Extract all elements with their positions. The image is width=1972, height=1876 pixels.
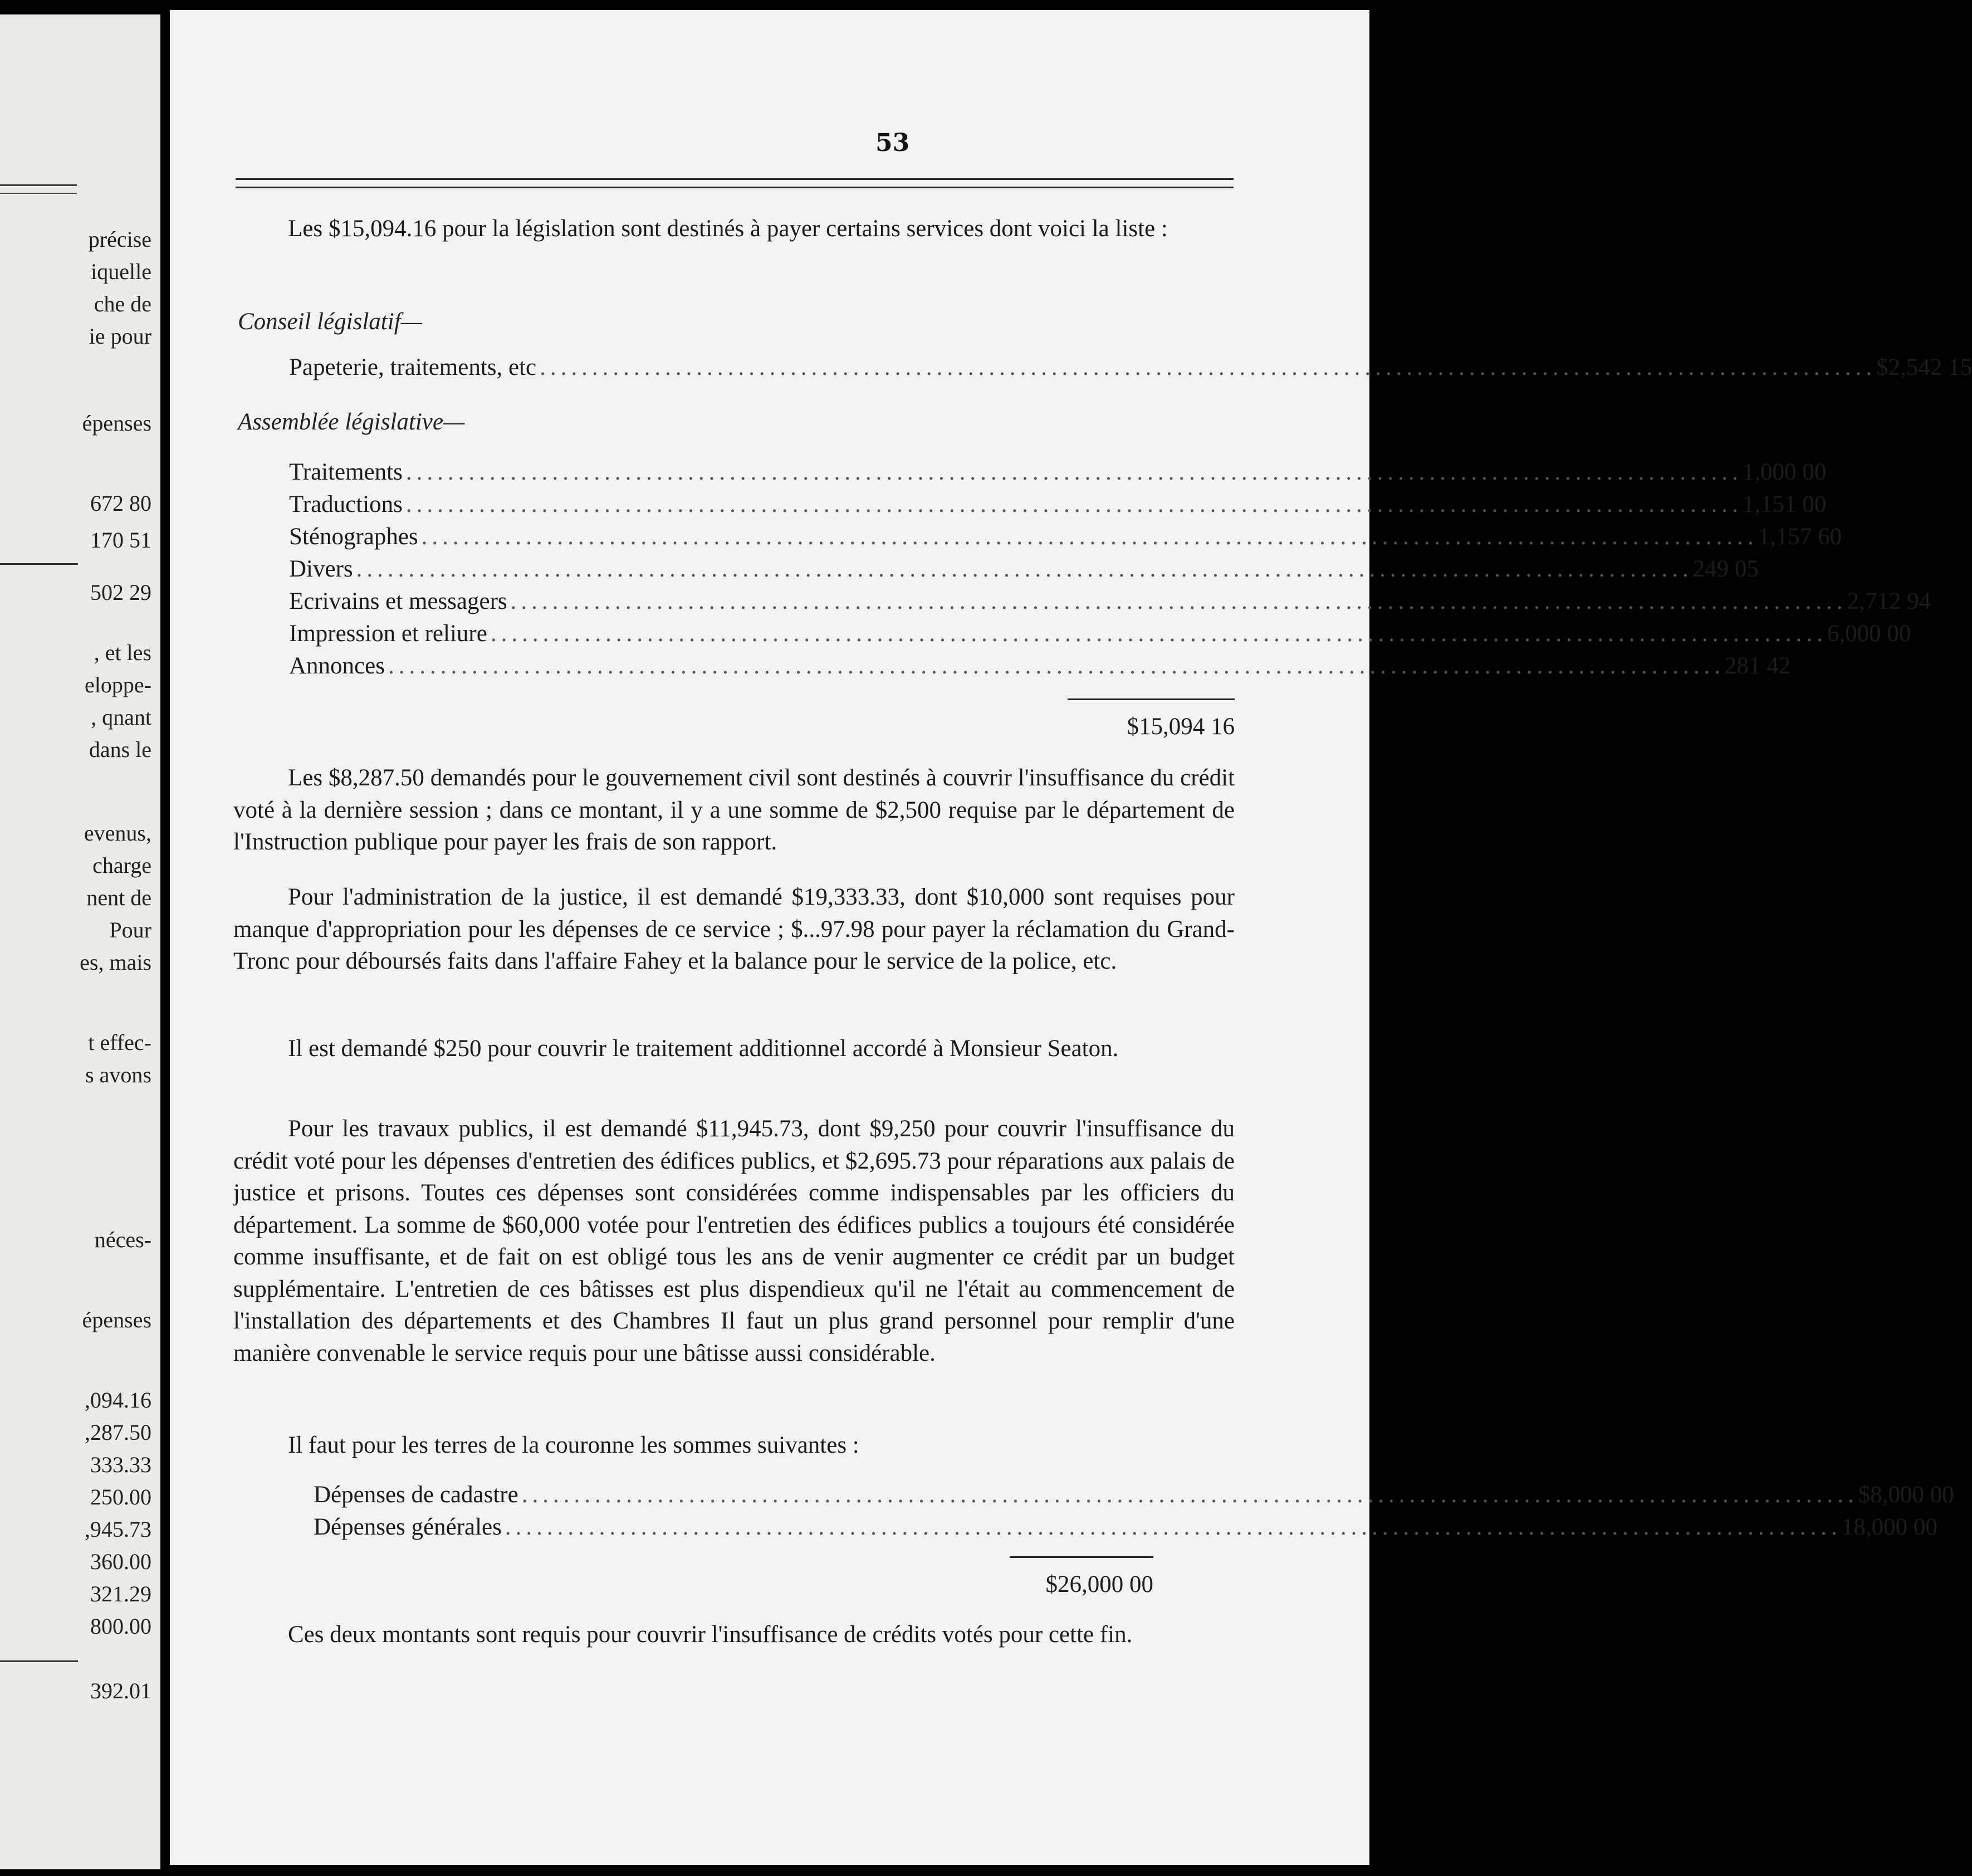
line-item — [289, 621, 1911, 647]
line-item — [289, 354, 1972, 380]
left-text-line: ,945.73 — [85, 1517, 151, 1542]
line-item-label: Annonces — [289, 653, 385, 679]
leader-dots: ................................................................................................................................ — [521, 1482, 1858, 1508]
left-text-line: 250.00 — [90, 1484, 151, 1509]
left-text-line: 170 51 — [90, 527, 151, 553]
line-item-amount: 8,000 00 — [1870, 1482, 1954, 1508]
left-text-line: s avons — [85, 1062, 151, 1087]
intro-text: Les $15,094.16 pour la législation sont destinés à payer certains services dont voici la liste : — [288, 216, 1168, 242]
paragraph-text: Il faut pour les terres de la couronne les sommes suivantes : — [288, 1432, 859, 1458]
left-text-line: dans le — [89, 737, 151, 762]
line-item-amount: 6,000 00 — [1827, 621, 1911, 647]
line-item-label: Divers — [289, 556, 353, 582]
left-text-line: ie pour — [89, 324, 151, 349]
left-sum-rule — [0, 1660, 78, 1662]
leader-dots: ................................................................................................................................ — [388, 653, 1725, 679]
paragraph-seaton — [233, 1033, 1235, 1065]
left-text-line: che de — [94, 291, 151, 316]
paragraph-final — [233, 1619, 1235, 1651]
intro-paragraph — [233, 213, 1235, 245]
left-text-line: iquelle — [91, 259, 151, 284]
line-item-label: Papeterie, traitements, etc — [289, 354, 537, 380]
paragraph-text: Les $8,287.50 demandés pour le gouvernement civil sont destinés à couvrir l'insuffisance du crédit voté à la dernière session ; dans ce montant, il y a une somme de $2,500 requise par le département de l'Instruction publique pour payer les frais de son rapport. — [233, 765, 1235, 855]
left-text-line: 333.33 — [90, 1452, 151, 1477]
left-text-line: nent de — [86, 885, 151, 910]
section-heading-conseil: Conseil législatif— — [238, 309, 422, 335]
line-item-label: Dépenses de cadastre — [314, 1482, 518, 1508]
line-item-label: Dépenses générales — [314, 1514, 502, 1540]
line-item — [314, 1514, 1937, 1540]
left-text-line: charge — [92, 853, 151, 878]
left-text-line: 672 80 — [90, 491, 151, 516]
left-text-line: épenses — [82, 1307, 151, 1332]
line-item — [289, 588, 1931, 614]
left-text-line: 392.01 — [90, 1678, 151, 1703]
leader-dots: ................................................................................................................................ — [490, 621, 1827, 647]
left-text-line: Pour — [109, 917, 151, 942]
paragraph-justice — [233, 881, 1235, 978]
left-text-line: 360.00 — [90, 1549, 151, 1574]
paragraph-text: Pour les travaux publics, il est demandé $11,945.73, dont $9,250 pour couvrir l'insuffisance du crédit voté pour les dépenses d'entretien des édifices publics, et $2,695.73 pour réparations aux palais de justice et prisons. Toutes ces dépenses sont considérées comme indispensables par les officiers du département. La somme de $60,000 votée pour l'entretien des édifices publics a toujours été considérée comme insuffisante, et de fait on est obligé tous les ans de venir augmenter ce crédit par un budget supplémentaire. L'entretien de ces bâtisses est plus dispendieux qu'il ne l'était au commencement de l'installation des départements et des Chambres Il faut un plus grand personnel pour remplir d'une manière convenable le service requis pour une bâtisse aussi considérable. — [233, 1116, 1235, 1366]
leader-dots: ................................................................................................................................ — [505, 1514, 1842, 1540]
currency-sign: $ — [1858, 1482, 1871, 1508]
leader-dots: ................................................................................................................................ — [405, 459, 1743, 485]
assemblee-total: $15,094 16 — [1127, 714, 1235, 740]
line-item-amount: 281 42 — [1724, 653, 1791, 679]
leader-dots: ................................................................................................................................ — [356, 556, 1693, 582]
sum-rule — [1068, 698, 1235, 700]
page — [170, 10, 1972, 1865]
paragraph-gouvernement — [233, 762, 1235, 858]
line-item-amount: 2,712 94 — [1847, 588, 1931, 614]
line-item-amount: 249 05 — [1692, 556, 1759, 582]
line-item-label: Ecrivains et messagers — [289, 588, 507, 614]
currency-sign: $ — [1876, 354, 1888, 380]
left-text-line: 800.00 — [90, 1614, 151, 1639]
left-text-line: t effec- — [88, 1030, 151, 1055]
left-text-line: eloppe- — [85, 672, 151, 697]
line-item — [289, 491, 1827, 517]
left-sum-rule — [0, 563, 78, 565]
left-text-line: 502 29 — [90, 580, 151, 605]
sum-rule — [1010, 1556, 1153, 1558]
line-item-label: Impression et reliure — [289, 621, 487, 647]
line-item-amount: 1,000 00 — [1742, 459, 1827, 485]
header-rule — [236, 178, 1234, 188]
left-text-line: ,094.16 — [85, 1388, 151, 1413]
leader-dots: ................................................................................................................................ — [421, 524, 1758, 550]
left-text-line: précise — [88, 227, 151, 252]
left-text-line: épenses — [82, 411, 151, 436]
line-item-label: Traductions — [289, 491, 403, 517]
paragraph-text: Il est demandé $250 pour couvrir le traitement additionnel accordé à Monsieur Seaton. — [288, 1035, 1119, 1062]
line-item — [289, 459, 1827, 485]
leader-dots: ................................................................................................................................ — [405, 491, 1743, 517]
left-text-line: evenus, — [84, 820, 151, 846]
line-item-label: Traitements — [289, 459, 403, 485]
line-item — [289, 653, 1791, 679]
line-item-amount: 1,157 60 — [1758, 524, 1842, 550]
line-item-amount: 1,151 00 — [1742, 491, 1827, 517]
line-item-amount: 2,542 15 — [1888, 354, 1972, 380]
paragraph-text: Ces deux montants sont requis pour couvrir l'insuffisance de crédits votés pour cette fin. — [288, 1621, 1133, 1648]
leader-dots: ................................................................................................................................ — [540, 354, 1877, 380]
paragraph-terres — [233, 1429, 1235, 1462]
left-text-line: 321.29 — [90, 1581, 151, 1606]
section-heading-assemblee: Assemblée législative— — [238, 409, 465, 435]
line-item — [289, 556, 1759, 582]
leader-dots: ................................................................................................................................ — [510, 588, 1847, 614]
paragraph-text: Pour l'administration de la justice, il est demandé $19,333.33, dont $10,000 sont requises pour manque d'appropriation pour les dépenses de ce service ; $...97.98 pour payer la réclamation du Grand-Tronc pour déboursés faits dans l'affaire Fahey et la balance pour le service de la police, etc. — [233, 884, 1235, 974]
page-number: 53 — [875, 129, 910, 157]
terres-total: $26,000 00 — [1045, 1571, 1153, 1597]
left-text-line: , qnant — [91, 705, 151, 730]
left-page-rule — [0, 184, 77, 194]
left-text-line: , et les — [94, 640, 151, 665]
line-item-amount: 18,000 00 — [1841, 1514, 1937, 1540]
paragraph-travaux — [233, 1113, 1235, 1369]
left-page-fragment — [0, 14, 160, 1869]
left-text-line: néces- — [94, 1227, 151, 1252]
line-item — [314, 1482, 1954, 1508]
left-text-line: es, mais — [80, 950, 151, 975]
line-item-label: Sténographes — [289, 524, 418, 550]
line-item — [289, 524, 1842, 550]
left-text-line: ,287.50 — [85, 1420, 151, 1445]
